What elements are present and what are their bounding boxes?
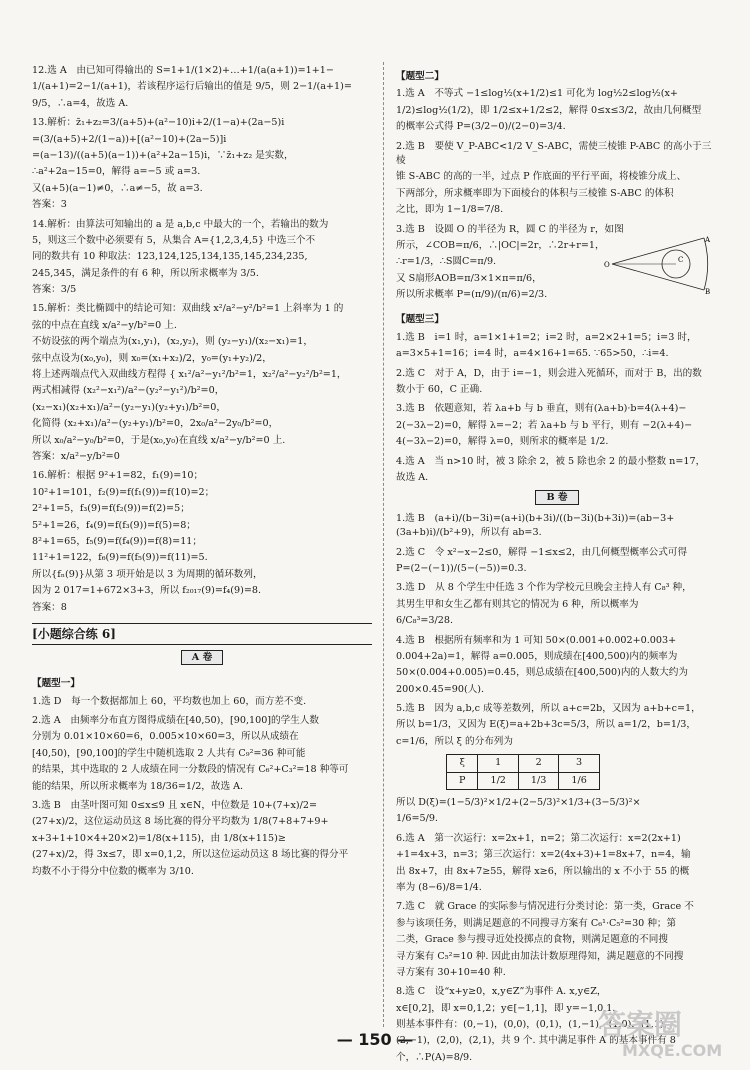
- answer-line: 出 8x+7，由 8x+7≥55，解得 x≥6，所以输出的 x 不小于 55 的概: [396, 865, 690, 877]
- answer-line: 2.选 A 由频率分布直方图得成绩在[40,50)，[90,100]的学生人数: [32, 715, 320, 727]
- answer-line: 寻方案有 C₅²=10 种. 因此由加法计数原理得知，满足题意的不同搜: [396, 950, 684, 962]
- answer-line: 同的数共有 10 种取法：123,124,125,134,135,145,234,235,: [32, 251, 308, 263]
- answer-item: [396, 87, 718, 134]
- answer-item: [396, 900, 718, 980]
- column-divider: [383, 62, 384, 1027]
- answer-line: 4.选 B 根据所有频率和为 1 可知 50×(0.001+0.002+0.003+: [396, 634, 677, 646]
- figure-label-b: B: [705, 288, 711, 294]
- answer-line: 5²+1=26，f₄(9)=f(f₃(9))=f(5)=8；: [32, 519, 196, 531]
- answer-line: 6/C₈³=3/28.: [396, 615, 454, 627]
- dist-cell: 3: [559, 755, 599, 772]
- answer-line: 其男生甲和女生乙都有则其它的情况为 6 种，所以概率为: [396, 598, 639, 610]
- answer-line: 11²+1=122，f₆(9)=f(f₅(9))=f(11)=5.: [32, 552, 208, 564]
- answer-line: 分别为 0.01×10×60=6，0.005×10×60=3，所以从成绩在: [32, 731, 299, 743]
- answer-line: 个，∴P(A)=8/9.: [396, 1051, 473, 1063]
- answer-line: 3.选 B 由茎叶图可知 0≤x≤9 且 x∈N，中位数是 10+(7+x)/2=: [32, 800, 318, 812]
- answer-line: 2.选 C 对于 A，D，由于 i=−1，则会进入死循环，而对于 B，出的数: [396, 367, 702, 379]
- answer-line: 13.解析：z̄₁+z₂=3/(a+5)+(a²−10)i+2/(1−a)+(2a−5)i: [32, 117, 285, 129]
- answer-item: [396, 546, 718, 577]
- answer-line: x+3+1+10×4+20×2)=1/8(x+115)，由 1/8(x+115)≥: [32, 832, 286, 844]
- dist-cell: ξ: [447, 755, 478, 772]
- tixing1-heading: 【题型一】: [32, 678, 80, 690]
- answer-line: 1.选 A 不等式 −1≤log½(x+1/2)≤1 可化为 log½2≤log½(x+: [396, 88, 678, 100]
- dist-cell: 1/6: [559, 772, 599, 789]
- answer-line: 又 S扇形AOB=π/3×1×π=π/6，: [396, 272, 542, 284]
- answer-line: 下两部分，所求概率即为下面棱台的体积与三棱锥 S-ABC 的体积: [396, 187, 674, 199]
- answer-line: a=3×5+1=16；i=4 时，a=4×16+1=65. ∵65>50，∴i=4.: [396, 348, 669, 360]
- answer-item: [396, 402, 718, 449]
- dist-cell: 1: [478, 755, 518, 772]
- answer-line: 1/2)≤log½(1/2)，即 1/2≤x+1/2≤2，解得 0≤x≤3/2，故由几何概型: [396, 104, 702, 116]
- juan-a-label: A 卷: [181, 650, 223, 665]
- answer-item: [32, 469, 372, 615]
- answer-line: 两式相减得 (x₂²−x₁²)/a²−(y₂²−y₁²)/b²=0，: [32, 385, 225, 397]
- answer-list-4: [396, 331, 718, 486]
- answer-line: ∴r=1/3，∴S圆C=π/9.: [396, 256, 497, 268]
- answer-line: 的结果，其中选取的 2 人成绩在同一分数段的情况有 C₆²+C₃²=18 种等可: [32, 764, 349, 776]
- juan-b-label: B 卷: [535, 490, 578, 505]
- tixing3-heading: 【题型三】: [396, 314, 444, 326]
- answer-item: [32, 302, 372, 464]
- dist-cell: P: [447, 772, 478, 789]
- answer-item: [32, 799, 372, 879]
- dist-cell: 2: [518, 755, 558, 772]
- answer-line: 15.解析：类比椭圆中的结论可知：双曲线 x²/a²−y²/b²=1 上斜率为 1 的: [32, 303, 344, 315]
- answer-line: 弦的中点在直线 x/a²−y/b²=0 上.: [32, 319, 177, 331]
- answer-line: 数小于 60，C 正确.: [396, 384, 483, 396]
- answer-line: 答案：3: [32, 199, 67, 211]
- answer-line: 不妨设弦的两个端点为(x₁,y₁)，(x₂,y₂)，则 (y₂−y₁)/(x₂−x₁)=1，: [32, 336, 313, 348]
- watermark-url: MXQE.COM: [622, 1041, 723, 1060]
- answer-line: 8²+1=65，f₅(9)=f(f₄(9))=f(8)=11；: [32, 535, 202, 547]
- watermark-text: 答案圈: [598, 1008, 683, 1041]
- answer-line: x∈[0,2]，即 x=0,1,2；y∈[−1,1]，即 y=−1,0,1.: [396, 1002, 616, 1014]
- answer-item: [396, 512, 718, 541]
- answer-list-1: [32, 64, 372, 615]
- answer-item: [396, 796, 718, 827]
- page-number: — 150 —: [336, 1030, 414, 1049]
- answer-line: 的概率公式得 P=(3/2−0)/(2−0)=3/4.: [396, 121, 566, 133]
- answer-line: 弦中点设为(x₀,y₀)，则 x₀=(x₁+x₂)/2，y₀=(y₁+y₂)/2，: [32, 352, 272, 364]
- answer-line: 16.解析：根据 9²+1=82，f₁(9)=10；: [32, 470, 204, 482]
- circle-sector-figure: [604, 234, 714, 294]
- answer-item: [396, 331, 718, 362]
- juan-a-heading: [32, 651, 372, 665]
- answer-item: [32, 695, 372, 709]
- answer-line: 4(−3λ−2)=0，解得 λ=0，则所求的概率是 1/2.: [396, 436, 609, 448]
- answer-item: [32, 714, 372, 794]
- answer-line: =(a−13)/((a+5)(a−1))+(a²+2a−15)i，∵z̄₁+z₂ 是实数，: [32, 149, 294, 161]
- right-column: [396, 64, 718, 1070]
- dist-row-p: [447, 772, 600, 789]
- answer-line: 能的结果，所以所求概率为 18/36=1/2，故选 A.: [32, 780, 244, 792]
- distribution-table: [446, 754, 600, 790]
- answer-line: 故选 A.: [396, 471, 429, 483]
- answer-line: 二类，Grace 参与搜寻近处投掷点的食物，则满足题意的不同搜: [396, 934, 668, 946]
- answer-line: 又(a+5)(a−1)≠0，∴a≠−5，故 a=3.: [32, 182, 203, 194]
- answer-line: 所以 b=1/3，又因为 E(ξ)=a+2b+3c=5/3，所以 a=1/2，b=1/3，: [396, 719, 696, 731]
- answer-line: 0.004+2a)=1，解得 a=0.005，则成绩在[400,500)内的频率为: [396, 650, 678, 662]
- answer-line: 锥 S-ABC 的高的一半，过点 P 作底面的平行平面，将棱锥分成上、: [396, 171, 687, 183]
- answer-line: 2.选 B 要使 V_P-ABC<1/2 V_S-ABC，需使三棱锥 P-ABC 的高小于三棱: [396, 140, 712, 166]
- answer-item: [396, 140, 718, 218]
- figure-label-a: A: [705, 236, 711, 244]
- answer-line: 将上述两端点代入双曲线方程得 { x₁²/a²−y₁²/b²=1，x₂²/a²−y₂²/b²=1，: [32, 369, 347, 381]
- answer-line: 14.解析：由算法可知输出的 a 是 a,b,c 中最大的一个，若输出的数为: [32, 218, 329, 230]
- answer-line: 1.选 B i=1 时，a=1×1+1=2；i=2 时，a=2×2+1=5；i=3 时，: [396, 331, 697, 343]
- answer-line: 7.选 C 就 Grace 的实际参与情况进行分类讨论：第一类，Grace 不: [396, 901, 694, 913]
- answer-line: 之比，即为 1−1/8=7/8.: [396, 204, 504, 216]
- answer-line: 2(−3λ−2)=0，解得 λ=−2；若 λa+b 与 b 平行，则有 −2(λ+4)−: [396, 419, 693, 431]
- answer-line: 1.选 B (a+i)/(b−3i)=(a+i)(b+3i)/((b−3i)(b+3i))=(ab−3+(3a+b)i)/(b²+9)，所以有 ab=3.: [396, 512, 675, 539]
- answer-line: 率为 (8−6)/8=1/4.: [396, 881, 482, 893]
- answer-line: 50×(0.004+0.005)=0.45，则总成绩在[400,500)内的人数大约为: [396, 667, 688, 679]
- answer-line: 9/5，∴a=4，故选 A.: [32, 97, 129, 109]
- section-banner: [小题综合练 6]: [32, 623, 372, 645]
- answer-line: 因为 2 017=1+672×3+3，所以 f₂₀₁₇(9)=f₄(9)=8.: [32, 585, 262, 597]
- answer-item: [396, 634, 718, 698]
- figure-label-c: C: [678, 256, 684, 264]
- answer-item: [32, 64, 372, 111]
- dist-cell: 1/3: [518, 772, 558, 789]
- answer-line: 8.选 C 设“x+y≥0，x,y∈Z”为事件 A. x,y∈Z，: [396, 986, 607, 998]
- answer-list-2: [32, 695, 372, 879]
- answer-line: 3.选 B 设圆 O 的半径为 R，圆 C 的半径为 r，如图: [396, 223, 624, 235]
- answer-line: 答案：x/a²−y/b²=0: [32, 450, 120, 462]
- answer-item: [396, 455, 718, 486]
- section-banner-label: 小题综合练 6: [37, 626, 111, 641]
- answer-line: 12.选 A 由已知可得输出的 S=1+1/(1×2)+…+1/(a(a+1))=1+1−: [32, 65, 334, 76]
- answer-line: 化简得 (x₂+x₁)/a²−(y₂+y₁)/b²=0，2x₀/a²−2y₀/b²=0，: [32, 418, 279, 430]
- answer-line: 1/(a+1)=2−1/(a+1)，若该程序运行后输出的值是 9/5，则 2−1/(a+1)=: [32, 81, 352, 93]
- answer-line: 所示，∠COB=π/6，∴|OC|=2r，∴2r+r=1，: [396, 239, 605, 251]
- answer-line: P=(2−(−1))/(5−(−5))=0.3.: [396, 562, 527, 574]
- tixing2-heading: 【题型二】: [396, 71, 444, 82]
- answer-line: 5.选 B 因为 a,b,c 成等差数列，所以 a+c=2b，又因为 a+b+c=1，: [396, 703, 701, 715]
- answer-item: [396, 832, 718, 896]
- answer-line: 1/6=5/9.: [396, 813, 438, 825]
- answer-line: 200×0.45=90(人).: [396, 683, 485, 695]
- answer-item: [396, 367, 718, 398]
- answer-line: 3.选 B 依题意知，若 λa+b 与 b 垂直，则有(λa+b)·b=4(λ+4)−: [396, 403, 687, 415]
- answer-line: +1=4x+3，n=3；第三次运行：x=2(4x+3)+1=8x+7，n=4，输: [396, 849, 691, 861]
- answer-line: 答案：8: [32, 601, 67, 613]
- answer-line: 所以 x₀/a²−y₀/b²=0，于是(x₀,y₀)在直线 x/a²−y/b²=0 上.: [32, 434, 286, 446]
- answer-line: 所以{fₙ(9)}从第 3 项开始是以 3 为周期的循环数列，: [32, 568, 263, 580]
- answer-line: (27+x)/2，得 3x≤7，即 x=0,1,2，所以这位运动员这 8 场比赛的得分平: [32, 849, 349, 861]
- answer-line: 245,345，满足条件的有 6 种，所以所求概率为 3/5.: [32, 267, 259, 279]
- answer-line: 6.选 A 第一次运行：x=2x+1，n=2；第二次运行：x=2(2x+1): [396, 832, 681, 844]
- dist-cell: 1/2: [478, 772, 518, 789]
- answer-line: (2,−1)，(2,0)，(2,1)，共 9 个. 其中满足事件 A 的基本事件有 8: [396, 1035, 676, 1047]
- answer-item: [396, 581, 718, 628]
- answer-line: c=1/6，所以 ξ 的分布列为: [396, 735, 513, 747]
- answer-line: 2²+1=5，f₃(9)=f(f₂(9))=f(2)=5；: [32, 503, 190, 515]
- answer-item: [32, 116, 372, 212]
- left-column: [32, 64, 372, 884]
- answer-line: 均数不小于得分中位数的概率为 3/10.: [32, 865, 194, 877]
- answer-list-5: [396, 512, 718, 749]
- answer-line: 所以 D(ξ)=(1−5/3)²×1/2+(2−5/3)²×1/3+(3−5/3)²×: [396, 797, 641, 809]
- answer-line: 5，则这三个数中必须要有 5，从集合 A={1,2,3,4,5} 中选三个不: [32, 234, 316, 246]
- answer-line: =(3/(a+5)+2/(1−a))+[(a²−10)+(2a−5)]i: [32, 133, 227, 145]
- answer-line: 2.选 C 令 x²−x−2≤0，解得 −1≤x≤2，由几何概型概率公式可得: [396, 546, 688, 558]
- answer-line: 所以所求概率 P=(π/9)/(π/6)=2/3.: [396, 289, 548, 301]
- answer-line: ∴a²+2a−15=0，解得 a=−5 或 a=3.: [32, 166, 201, 178]
- answer-line: 则基本事件有：(0,−1)，(0,0)，(0,1)，(1,−1)，(1,0)，(1,1)，: [396, 1019, 674, 1031]
- dist-row-xi: [447, 755, 600, 772]
- answer-line: 3.选 D 从 8 个学生中任选 3 个作为学校元旦晚会主持人有 C₈³ 种，: [396, 582, 692, 594]
- answer-line: (x₂−x₁)(x₂+x₁)/a²−(y₂−y₁)(y₂+y₁)/b²=0，: [32, 401, 226, 413]
- answer-line: 4.选 A 当 n>10 时，被 3 除余 2，被 5 除也余 2 的最小整数 n=17，: [396, 455, 706, 467]
- watermark-logo: [592, 1000, 742, 1060]
- juan-b-heading: [396, 491, 718, 505]
- answer-line: (27+x)/2，这位运动员这 8 场比赛的得分平均数为 1/8(7+8+7+9+: [32, 816, 329, 828]
- answer-line: [40,50)，[90,100]的学生中随机选取 2 人共有 C₉²=36 种可能: [32, 747, 306, 759]
- answer-item: [32, 218, 372, 298]
- answer-line: 答案：3/5: [32, 284, 77, 296]
- answer-line: 寻方案有 30+10=40 种.: [396, 966, 506, 978]
- answer-line: 1.选 D 每一个数据都加上 60，平均数也加上 60，而方差不变.: [32, 695, 307, 707]
- answer-item: [396, 702, 718, 749]
- answer-line: 10²+1=101，f₂(9)=f(f₁(9))=f(10)=2；: [32, 486, 215, 498]
- answer-line: 参与该项任务，则满足题意的不同搜寻方案有 C₆¹·C₅²=30 种；第: [396, 917, 677, 929]
- figure-label-o: O: [604, 261, 610, 269]
